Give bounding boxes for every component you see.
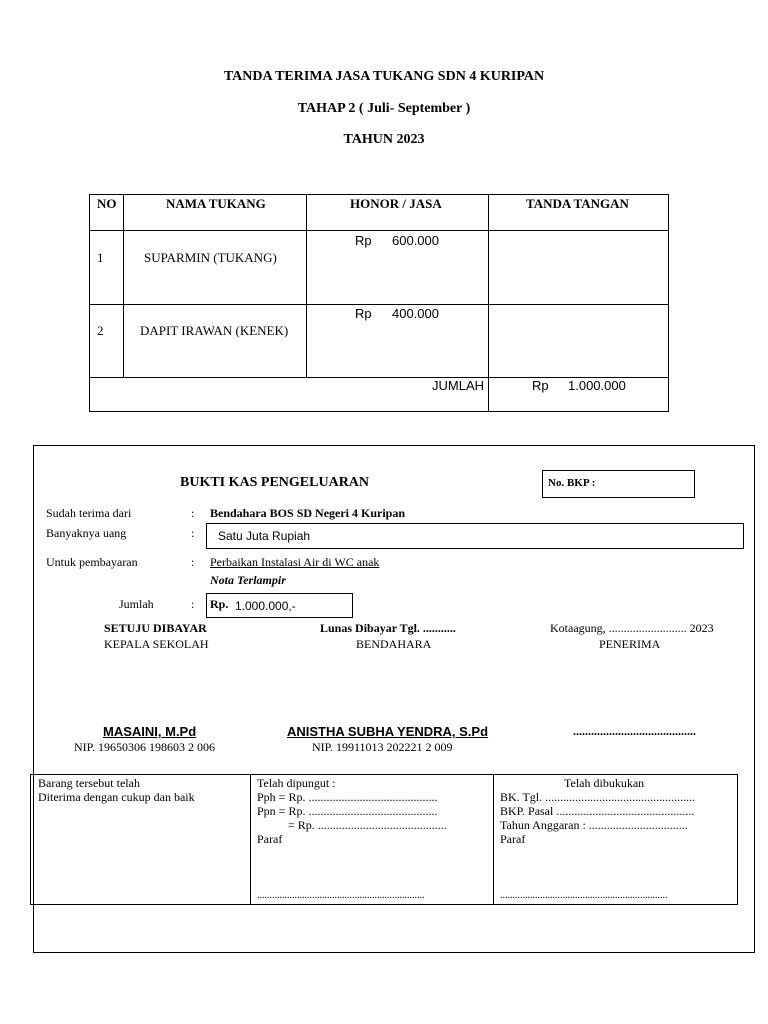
wage-table — [89, 194, 669, 412]
total-currency: Rp — [532, 378, 549, 393]
receipt-title: BUKTI KAS PENGELUARAN — [180, 475, 370, 490]
approver-name: MASAINI, M.Pd — [103, 724, 197, 739]
row-2-name: DAPIT IRAWAN (KENEK) — [140, 323, 289, 338]
table-divider — [90, 304, 668, 305]
document-stage: TAHAP 2 ( Juli- September ) — [297, 101, 471, 116]
amount-words-value: Satu Juta Rupiah — [218, 529, 311, 543]
grid-divider — [250, 775, 251, 904]
purpose-note: Nota Terlampir — [210, 573, 286, 587]
amount-words-box — [206, 523, 744, 549]
received-from-label: Sudah terima dari — [46, 506, 132, 520]
grid-divider — [493, 775, 494, 904]
approver-nip: NIP. 19650306 198603 2 006 — [74, 740, 216, 754]
goods-line-2: Diterima dengan cukup dan baik — [38, 790, 195, 804]
bk-date-line: BK. Tgl. .................................................. — [500, 790, 696, 804]
received-from-value: Bendahara BOS SD Negeri 4 Kuripan — [210, 506, 406, 520]
table-divider — [90, 230, 668, 231]
colon: : — [191, 597, 195, 611]
row-1-name: SUPARMIN (TUKANG) — [144, 250, 277, 265]
bkp-pasal-line: BKP. Pasal .............................................. — [500, 804, 695, 818]
paid-heading: Lunas Dibayar Tgl. ........... — [320, 621, 456, 635]
book-sign-line: ................................................................... — [500, 890, 668, 901]
verification-grid — [30, 774, 738, 905]
col-header-signature: TANDA TANGAN — [526, 196, 629, 211]
row-1-no: 1 — [97, 250, 104, 265]
document-title: TANDA TERIMA JASA TUKANG SDN 4 KURIPAN — [223, 69, 545, 84]
row-2-currency: Rp — [355, 306, 372, 321]
total-amount: 1.000.000 — [568, 378, 626, 393]
total-amount-box — [206, 593, 353, 618]
colon: : — [191, 506, 195, 520]
row-2-no: 2 — [97, 323, 104, 338]
approve-role: KEPALA SEKOLAH — [104, 637, 209, 651]
approve-heading: SETUJU DIBAYAR — [104, 621, 207, 635]
receiver-name: ......................................... — [573, 724, 696, 738]
ppn-line: Ppn = Rp. ........................................... — [257, 804, 438, 818]
receiver-role: PENERIMA — [599, 637, 661, 651]
purpose-label: Untuk pembayaran — [46, 555, 138, 569]
total-amount: 1.000.000,- — [235, 599, 296, 613]
col-header-name: NAMA TUKANG — [166, 196, 266, 211]
treasurer-nip: NIP. 19911013 202221 2 009 — [312, 740, 453, 754]
document-year: TAHUN 2023 — [343, 132, 425, 147]
bkp-number-box — [542, 470, 695, 498]
colon: : — [191, 526, 195, 540]
row-1-amount: 600.000 — [392, 233, 439, 248]
fiscal-year-line: Tahun Anggaran : ................................. — [500, 818, 688, 832]
pph-line: Pph = Rp. ........................................... — [257, 790, 438, 804]
col-header-honor: HONOR / JASA — [350, 196, 442, 211]
purpose-value: Perbaikan Instalasi Air di WC anak — [210, 555, 380, 569]
total-label: JUMLAH — [432, 378, 485, 393]
amount-words-label: Banyaknya uang — [46, 526, 127, 540]
total-prefix: Rp. — [210, 597, 229, 611]
table-divider — [123, 195, 124, 377]
row-2-amount: 400.000 — [392, 306, 439, 321]
bkp-number-label: No. BKP : — [548, 477, 596, 489]
tax-sign-line: ................................................................... — [257, 890, 425, 901]
paid-role: BENDAHARA — [356, 637, 432, 651]
row-1-currency: Rp — [355, 233, 372, 248]
colon: : — [191, 555, 195, 569]
col-header-no: NO — [97, 196, 117, 211]
book-paraf: Paraf — [500, 832, 526, 846]
total-label: Jumlah — [119, 597, 154, 611]
tax-paraf: Paraf — [257, 832, 283, 846]
goods-line-1: Barang tersebut telah — [38, 776, 140, 790]
treasurer-name: ANISTHA SUBHA YENDRA, S.Pd — [287, 724, 489, 739]
book-heading: Telah dibukukan — [564, 776, 645, 790]
other-tax-line: = Rp. ........................................... — [288, 818, 447, 832]
table-divider — [306, 195, 307, 377]
tax-heading: Telah dipungut : — [257, 776, 336, 790]
place-date: Kotaagung, .......................... 2023 — [550, 621, 714, 635]
